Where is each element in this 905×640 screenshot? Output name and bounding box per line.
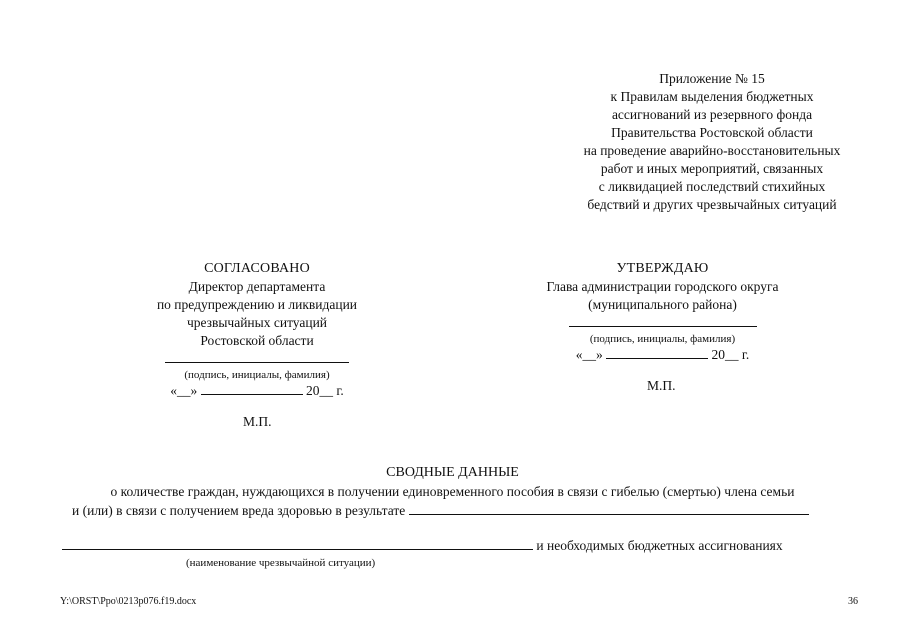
- agreed-line: чрезвычайных ситуаций: [186, 315, 328, 330]
- situation-caption: (наименование чрезвычайной ситуации): [186, 557, 376, 569]
- approved-line: (муниципального района): [588, 297, 737, 312]
- agreed-date-month-line: [201, 382, 303, 395]
- appendix-header: [540, 70, 884, 214]
- approved-stamp: М.П.: [647, 378, 676, 393]
- approved-signature-line: [569, 314, 757, 327]
- approved-date-day: «__»: [575, 347, 603, 362]
- situation-name-line: [62, 537, 533, 550]
- agreed-title: СОГЛАСОВАНО: [204, 261, 310, 276]
- page-number: 36: [848, 596, 858, 607]
- appendix-line: на проведение аварийно-восстановительных: [583, 143, 841, 158]
- approved-title: УТВЕРЖДАЮ: [616, 261, 709, 276]
- agreed-block: [112, 260, 402, 400]
- report-title: СВОДНЫЕ ДАННЫЕ: [386, 465, 519, 480]
- agreed-line: по предупреждению и ликвидации: [156, 297, 358, 312]
- report-line-1: о количестве граждан, нуждающихся в получении единовременного пособия в связи с гибелью (смертью) члена семьи: [110, 484, 795, 499]
- approved-date-month-line: [606, 346, 708, 359]
- approved-date: [510, 346, 815, 364]
- agreed-line: Директор департамента: [188, 279, 326, 294]
- agreed-date: [112, 382, 402, 400]
- agreed-date-year: 20__ г.: [305, 383, 344, 398]
- appendix-line: Правительства Ростовской области: [611, 125, 813, 140]
- appendix-line: бедствий и других чрезвычайных ситуаций: [587, 197, 837, 212]
- agreed-signature-caption: (подпись, инициалы, фамилия): [184, 369, 330, 381]
- agreed-stamp: М.П.: [243, 414, 272, 429]
- agreed-line: Ростовской области: [200, 333, 314, 348]
- approved-block: [510, 260, 815, 364]
- file-path: Y:\ORST\Ppo\0213p076.f19.docx: [60, 596, 197, 607]
- approved-line: Глава администрации городского округа: [546, 279, 779, 294]
- appendix-line: к Правилам выделения бюджетных: [610, 89, 814, 104]
- appendix-line: с ликвидацией последствий стихийных: [598, 179, 826, 194]
- report-line-3-text: и необходимых бюджетных ассигнованиях: [536, 538, 783, 553]
- approved-signature-caption: (подпись, инициалы, фамилия): [589, 333, 736, 345]
- situation-blank-line: [409, 502, 809, 515]
- report-line-3: [62, 537, 783, 554]
- appendix-line: Приложение № 15: [659, 71, 765, 86]
- approved-date-year: 20__ г.: [711, 347, 750, 362]
- appendix-line: работ и иных мероприятий, связанных: [600, 161, 824, 176]
- appendix-line: ассигнований из резервного фонда: [611, 107, 813, 122]
- report-line-2-text: и (или) в связи с получением вреда здоровью в результате: [72, 503, 406, 518]
- report-line-2: [72, 502, 809, 519]
- agreed-date-day: «__»: [170, 383, 198, 398]
- agreed-signature-line: [165, 350, 349, 363]
